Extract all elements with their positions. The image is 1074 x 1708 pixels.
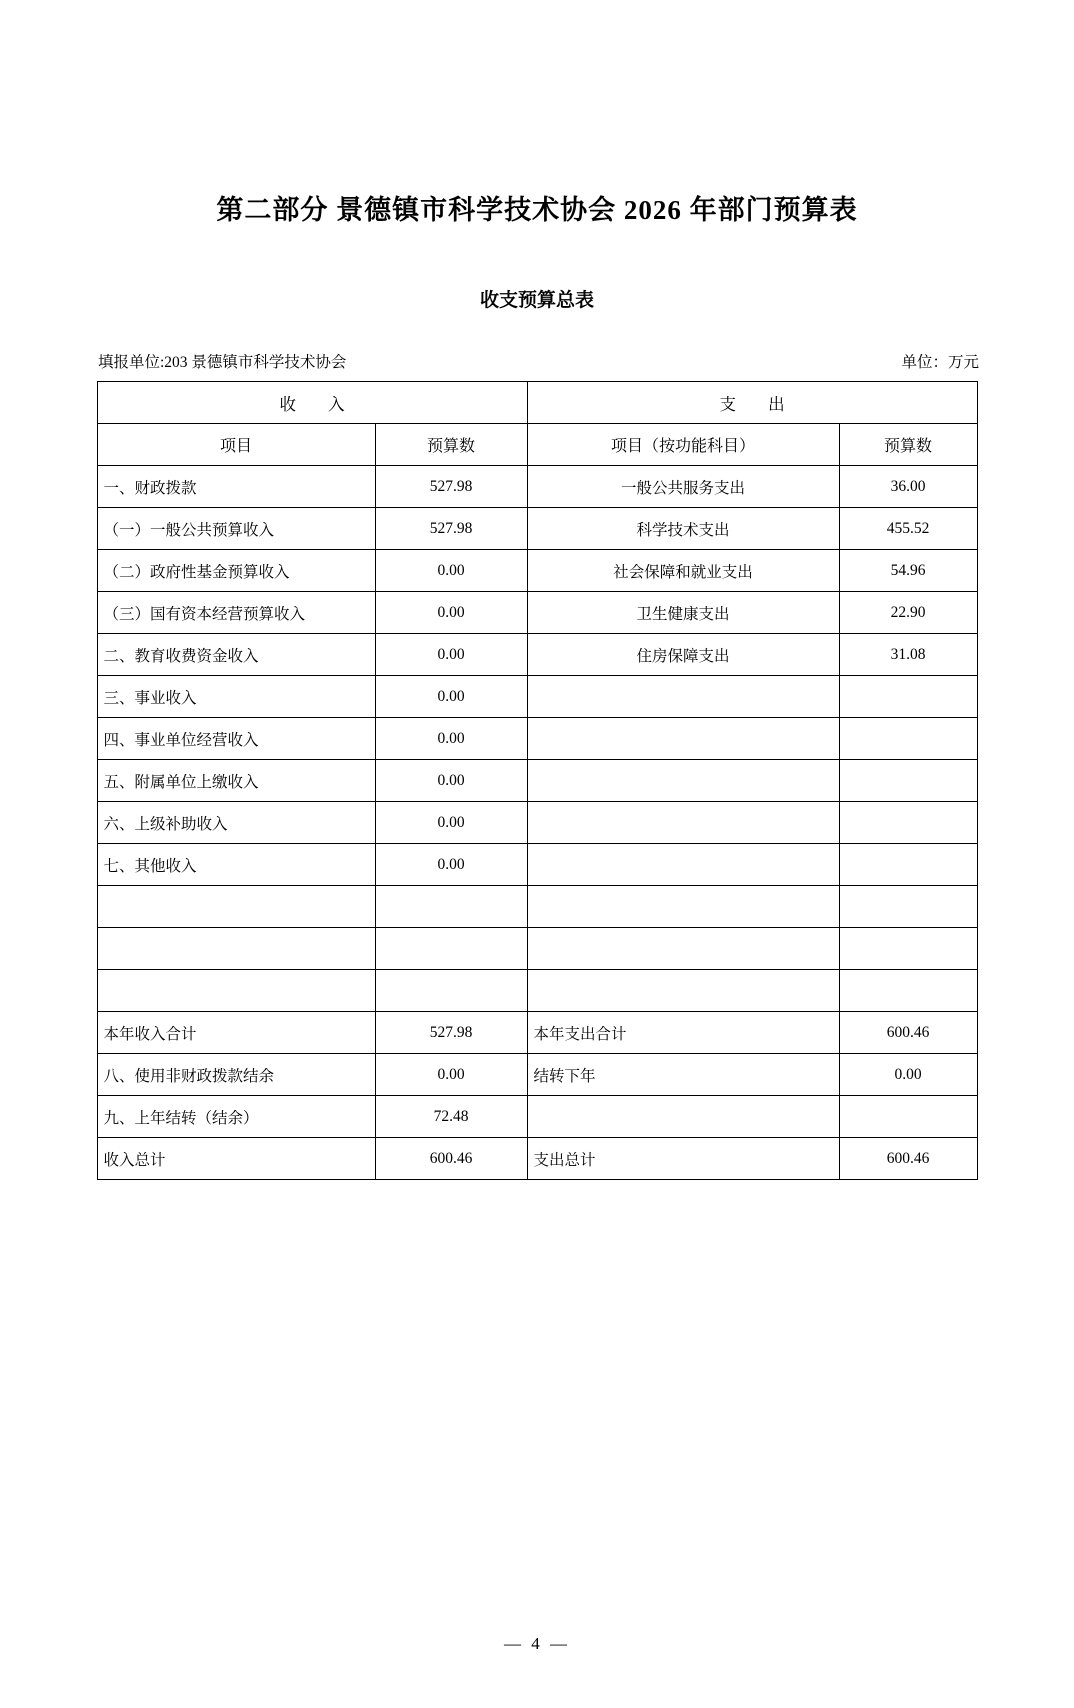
income-item-cell: 三、事业收入 (97, 676, 375, 718)
table-row (97, 802, 977, 844)
table-row (97, 634, 977, 676)
income-amount-cell: 600.46 (375, 1138, 527, 1180)
expense-item-cell (527, 802, 839, 844)
table-row (97, 1096, 977, 1138)
expense-amount-cell (839, 928, 977, 970)
table-row (97, 466, 977, 508)
income-amount-cell: 0.00 (375, 802, 527, 844)
table-group-header-row (97, 382, 977, 424)
income-amount-cell: 72.48 (375, 1096, 527, 1138)
expense-item-cell: 一般公共服务支出 (527, 466, 839, 508)
income-item-header: 项目 (97, 424, 375, 466)
budget-table (97, 381, 978, 1180)
table-caption: 收支预算总表 (479, 290, 594, 311)
page-title: 第二部分 景德镇市科学技术协会 2026 年部门预算表 (216, 195, 858, 225)
expense-item-cell: 科学技术支出 (527, 508, 839, 550)
table-row (97, 1138, 977, 1180)
income-item-cell: （三）国有资本经营预算收入 (97, 592, 375, 634)
income-amount-cell: 527.98 (375, 508, 527, 550)
expense-item-cell (527, 1096, 839, 1138)
expense-amount-cell (839, 844, 977, 886)
income-item-cell: （二）政府性基金预算收入 (97, 550, 375, 592)
expense-item-cell: 结转下年 (527, 1054, 839, 1096)
expense-item-cell: 社会保障和就业支出 (527, 550, 839, 592)
income-item-cell: 本年收入合计 (97, 1012, 375, 1054)
filing-unit-label: 填报单位:203 景德镇市科学技术协会 (98, 354, 347, 371)
income-item-cell (97, 970, 375, 1012)
expense-item-cell (527, 760, 839, 802)
expense-amount-cell: 22.90 (839, 592, 977, 634)
income-group-header: 收 入 (97, 382, 527, 424)
expense-group-header: 支 出 (527, 382, 977, 424)
expense-amount-cell (839, 676, 977, 718)
document-page (0, 188, 1074, 1708)
table-meta (98, 350, 979, 372)
income-amount-cell (375, 970, 527, 1012)
income-item-cell: 五、附属单位上缴收入 (97, 760, 375, 802)
table-row (97, 886, 977, 928)
expense-amount-cell: 31.08 (839, 634, 977, 676)
expense-item-cell: 本年支出合计 (527, 1012, 839, 1054)
table-row (97, 844, 977, 886)
expense-amount-cell: 600.46 (839, 1138, 977, 1180)
expense-amount-cell (839, 886, 977, 928)
income-item-cell: 六、上级补助收入 (97, 802, 375, 844)
expense-item-cell (527, 886, 839, 928)
table-row (97, 550, 977, 592)
expense-amount-cell: 455.52 (839, 508, 977, 550)
expense-amount-cell: 0.00 (839, 1054, 977, 1096)
expense-amount-cell (839, 970, 977, 1012)
table-row (97, 1054, 977, 1096)
table-row (97, 508, 977, 550)
income-amount-cell: 0.00 (375, 844, 527, 886)
expense-amount-cell (839, 802, 977, 844)
expense-item-cell: 卫生健康支出 (527, 592, 839, 634)
table-row (97, 718, 977, 760)
expense-item-cell (527, 844, 839, 886)
expense-item-cell (527, 928, 839, 970)
income-amount-cell: 0.00 (375, 1054, 527, 1096)
page-footer-number: — 4 — (504, 1634, 570, 1653)
income-item-cell (97, 928, 375, 970)
expense-item-cell (527, 676, 839, 718)
expense-amount-cell (839, 718, 977, 760)
table-row (97, 1012, 977, 1054)
income-amount-cell: 527.98 (375, 466, 527, 508)
expense-amount-cell (839, 760, 977, 802)
expense-item-cell (527, 718, 839, 760)
income-item-cell: 二、教育收费资金收入 (97, 634, 375, 676)
income-amount-cell (375, 886, 527, 928)
expense-amount-cell (839, 1096, 977, 1138)
income-amount-cell: 0.00 (375, 550, 527, 592)
unit-label: 单位：万元 (901, 354, 979, 371)
expense-amount-cell: 54.96 (839, 550, 977, 592)
income-amount-cell: 0.00 (375, 760, 527, 802)
expense-item-cell: 住房保障支出 (527, 634, 839, 676)
income-amount-cell: 0.00 (375, 718, 527, 760)
income-item-cell: 一、财政拨款 (97, 466, 375, 508)
income-item-cell: 八、使用非财政拨款结余 (97, 1054, 375, 1096)
table-row (97, 592, 977, 634)
table-column-header-row (97, 424, 977, 466)
expense-amount-header: 预算数 (839, 424, 977, 466)
income-item-cell: 四、事业单位经营收入 (97, 718, 375, 760)
income-amount-header: 预算数 (375, 424, 527, 466)
table-row (97, 760, 977, 802)
budget-table-body (97, 382, 977, 1180)
expense-item-header: 项目（按功能科目） (527, 424, 839, 466)
income-amount-cell: 0.00 (375, 634, 527, 676)
income-item-cell: （一）一般公共预算收入 (97, 508, 375, 550)
table-row (97, 970, 977, 1012)
income-amount-cell: 527.98 (375, 1012, 527, 1054)
income-item-cell (97, 886, 375, 928)
expense-item-cell: 支出总计 (527, 1138, 839, 1180)
expense-item-cell (527, 970, 839, 1012)
income-item-cell: 九、上年结转（结余） (97, 1096, 375, 1138)
income-amount-cell (375, 928, 527, 970)
income-item-cell: 收入总计 (97, 1138, 375, 1180)
income-item-cell: 七、其他收入 (97, 844, 375, 886)
income-amount-cell: 0.00 (375, 676, 527, 718)
table-row (97, 676, 977, 718)
table-row (97, 928, 977, 970)
expense-amount-cell: 600.46 (839, 1012, 977, 1054)
expense-amount-cell: 36.00 (839, 466, 977, 508)
income-amount-cell: 0.00 (375, 592, 527, 634)
